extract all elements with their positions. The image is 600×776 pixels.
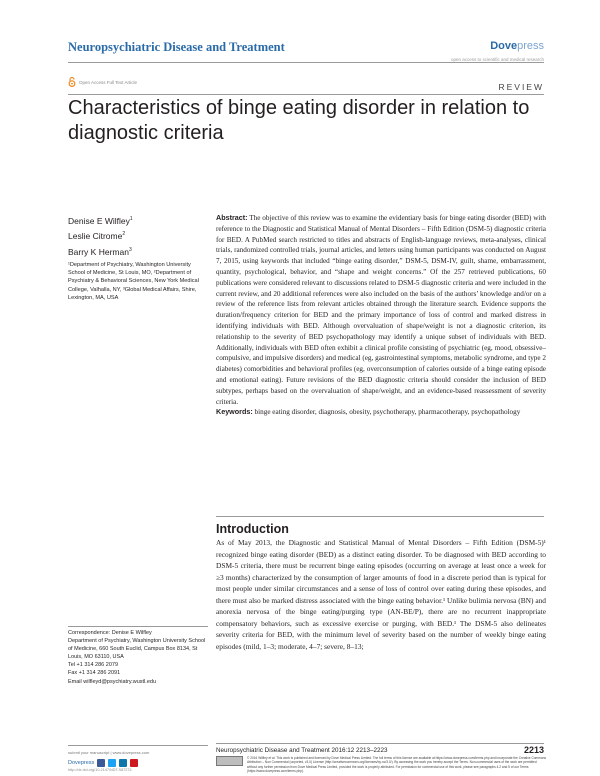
footer-rule-right (216, 743, 544, 744)
creative-commons-icon (216, 756, 243, 766)
footer-rule-left (68, 745, 208, 746)
affiliations: ¹Department of Psychiatry, Washington University School of Medicine, St Louis, MO, ²Department of Psychiatry & Behavioral Sciences, New York Medical College, Valhalla, NY, ³Global Medical Affairs, Shire, Lexington, MA, USA (68, 262, 199, 301)
youtube-icon[interactable] (130, 759, 138, 767)
intro-rule (216, 516, 544, 517)
twitter-icon[interactable] (108, 759, 116, 767)
facebook-icon[interactable] (97, 759, 105, 767)
publisher-bold: Dove (490, 40, 518, 52)
abstract (216, 213, 546, 418)
abstract-text: The objective of this review was to examine the evidentiary basis for binge eating disorder (BED) with reference to the Diagnostic and Statistical Manual of Mental Disorders – Fifth Edition (DSM-5) diagnostic criteria for BED. A PubMed search restricted to titles and abstracts of English-language reviews, meta-analyses, clinical trials, randomized controlled trials, journal articles, and letters using human participants was conducted on August 7, 2015, using keywords that included “binge eating disorder,” DSM-5, DSM-IV, guilt, shame, embarrassment, quantity, psychological, behavior, and “shape and weight concerns.” Of the 257 retrieved publications, 60 publications were considered relevant to discussions related to DSM-5 diagnostic criteria and were included in the current review, and 20 additional references were also included on the basis of the authors’ knowledge and/or on a review of the reference lists from relevant articles obtained through the literature search. Evidence supports the duration/frequency criterion for BED and the primary importance of loss of control and marked distress in identifying individuals with BED. Although overvaluation of shape/weight is not a diagnostic criterion, its relationship to the severity of BED psychopathology may identify a unique subset of individuals with BED. Additionally, individuals with BED often exhibit a clinical profile consisting of psychiatric (eg, mood, obsessive–compulsive, and impulsive disorders) and medical (eg, gastrointestinal symptoms, metabolic syndrome, and type 2 diabetes) comorbidities and behavioral profiles (eg, overconsumption of calories outside of a binge eating episode and emotional eating). Future revisions of the BED diagnostic criteria should consider the inclusion of BED subtypes, perhaps based on the overvaluation of shape/weight, and an evidence-based reassessment of severity criteria. (216, 214, 546, 406)
submit-manuscript-link[interactable]: submit your manuscript | www.dovepress.com (68, 750, 150, 755)
author: Denise E Wilfley$^1$ (68, 215, 133, 226)
introduction-text: As of May 2013, the Diagnostic and Statistical Manual of Mental Disorders – Fifth Edition (DSM-5)¹ recognized binge eating disorder (BED) as a distinct eating disorder. To be diagnosed with BED according to DSM-5 criteria, there must be recurrent binge eating episodes (occurring on average at least once a week for ≥3 months) characterized by the consumption of larger amounts of food in a discrete period than is typical for most people under similar circumstances and a sense of loss of control over eating during these episodes, and there must also be marked distress associated with the binge eating behavior.¹ Unlike bulimia nervosa (BN) and anorexia nervosa of the binge eating/purging type (AN-BE/P), there are no recurrent inappropriate compensatory behaviors, such as excessive exercise or purging, with BED.¹ The DSM-5 also delineates severity criteria for BED, with the minimum level of severity based on the number of weekly binge eating episodes (mild, 1–3; moderate, 4–7; severe, 8–13; (216, 538, 546, 651)
publisher-logo (490, 40, 544, 52)
publisher-light: press (517, 40, 544, 52)
license-block (216, 756, 546, 774)
keywords-text: binge eating disorder, diagnosis, obesity, psychotherapy, pharmacotherapy, psychopathology (254, 408, 521, 417)
dovepress-logo: Dovepress (68, 760, 95, 766)
footer-journal-citation: Neuropsychiatric Disease and Treatment 2016:12 2213–2223 (216, 747, 388, 754)
license-text: © 2016 Wilfley et al. This work is published and licensed by Dove Medical Press Limited. The full terms of this license are available at https://www.dovepress.com/terms.php and incorporate the Creative Commons Attribution – Non Commercial (unported, v3.0) License (http://creativecommons.org/licenses/by-nc/3.0/). By accessing the work you hereby accept the Terms. Non-commercial uses of the work are permitted without any further permission from Dove Medical Press Limited, provided the work is properly attributed. For permission for commercial use of this work, please see paragraphs 4.2 and 5 of our Terms (https://www.dovepress.com/terms.php). (247, 756, 546, 774)
open-access-text: Open Access Full Text Article (79, 79, 137, 85)
author: Barry K Herman$^3$ (68, 246, 132, 257)
doi-link[interactable]: http://dx.doi.org/10.2147/NDT.S87273 (68, 768, 132, 772)
author-list (68, 213, 133, 259)
correspondence: Correspondence: Denise E Wilfley Department of Psychiatry, Washington University School of Medicine, 660 South Euclid, Campus Box 8134, St Louis, MO 63110, USA Tel +1 314 286 2079 Fax +1 314 286 2091 Email wilfleyd@psychiatry.wustl.edu (68, 629, 208, 686)
open-access-icon (68, 77, 76, 87)
title-rule (68, 94, 544, 95)
header-rule (68, 62, 544, 63)
open-access-label (68, 77, 137, 87)
journal-name: Neuropsychiatric Disease and Treatment (68, 40, 285, 54)
article-title: Characteristics of binge eating disorder in relation to diagnostic criteria (68, 97, 530, 144)
section-heading-introduction: Introduction (216, 522, 289, 536)
correspondence-rule (68, 626, 208, 627)
linkedin-icon[interactable] (119, 759, 127, 767)
publisher-tagline: open access to scientific and medical research (450, 57, 544, 62)
footer-dovepress (68, 759, 138, 767)
keywords-label: Keywords: (216, 407, 253, 417)
abstract-label: Abstract: (216, 213, 248, 222)
article-type: REVIEW (498, 82, 544, 92)
author: Leslie Citrome$^2$ (68, 231, 126, 242)
correspondence-email[interactable]: Email wilfleyd@psychiatry.wustl.edu (68, 678, 157, 685)
page-number: 2213 (523, 745, 544, 755)
